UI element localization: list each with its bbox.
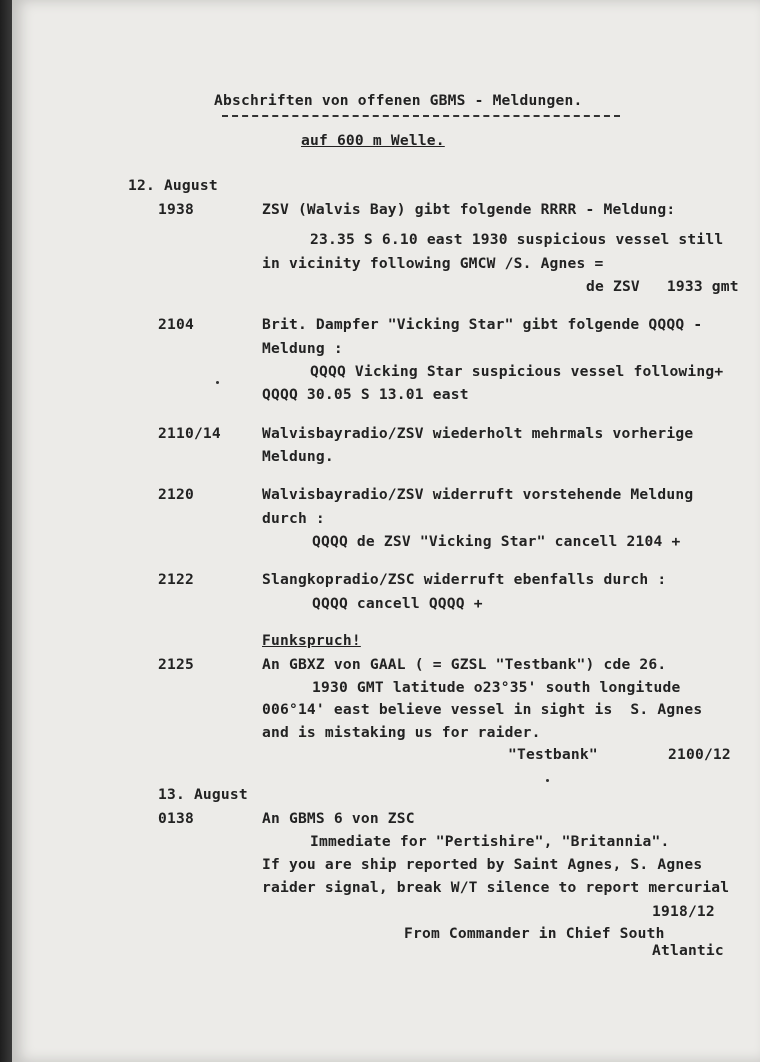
entry-line: 1930 GMT latitude o23°35' south longitude [312, 679, 681, 696]
entry-line: Slangkopradio/ZSC widerruft ebenfalls durch : [262, 571, 667, 588]
entry-line: 23.35 S 6.10 east 1930 suspicious vessel still [310, 231, 724, 248]
document-subtitle: auf 600 m Welle. [301, 132, 445, 149]
entry-line: Walvisbayradio/ZSV wiederholt mehrmals vorherige [262, 425, 694, 442]
entry-line: Atlantic [652, 942, 724, 959]
entry-time: 0138 [158, 810, 194, 827]
entry-line: QQQQ de ZSV "Vicking Star" cancell 2104 + [312, 533, 681, 550]
document-page [12, 0, 760, 1062]
scan-edge [0, 0, 12, 1062]
entry-line: An GBXZ von GAAL ( = GZSL "Testbank") cde 26. [262, 656, 667, 673]
entry-line: QQQQ Vicking Star suspicious vessel following+ [310, 363, 724, 380]
date-heading-aug12: 12. August [128, 177, 218, 194]
entry-line: QQQQ 30.05 S 13.01 east [262, 386, 469, 403]
entry-line: If you are ship reported by Saint Agnes, S. Agnes [262, 856, 703, 873]
entry-line: Walvisbayradio/ZSV widerruft vorstehende Meldung [262, 486, 694, 503]
entry-line: QQQQ cancell QQQQ + [312, 595, 483, 612]
ink-dot [216, 381, 219, 384]
entry-line: "Testbank" [508, 746, 598, 763]
entry-line: durch : [262, 510, 325, 527]
document-title: Abschriften von offenen GBMS - Meldungen. [214, 92, 583, 109]
entry-time: 2104 [158, 316, 194, 333]
entry-line: 1918/12 [652, 903, 715, 920]
entry-line: ZSV (Walvis Bay) gibt folgende RRRR - Meldung: [262, 201, 676, 218]
entry-line: 006°14' east believe vessel in sight is S. Agnes [262, 701, 703, 718]
entry-line: in vicinity following GMCW /S. Agnes = [262, 255, 604, 272]
entry-line: Brit. Dampfer "Vicking Star" gibt folgende QQQQ - [262, 316, 703, 333]
entry-line: 2100/12 [668, 746, 731, 763]
entry-time: 2120 [158, 486, 194, 503]
entry-time: 1938 [158, 201, 194, 218]
entry-line: Meldung. [262, 448, 334, 465]
entry-line: An GBMS 6 von ZSC [262, 810, 415, 827]
date-heading-aug13: 13. August [158, 786, 248, 803]
entry-line: de ZSV 1933 gmt [586, 278, 739, 295]
title-dashed-rule [222, 115, 620, 117]
entry-line: From Commander in Chief South [404, 925, 665, 942]
entry-line: Meldung : [262, 340, 343, 357]
funkspruch-heading: Funkspruch! [262, 632, 361, 649]
entry-line: and is mistaking us for raider. [262, 724, 541, 741]
entry-time: 2122 [158, 571, 194, 588]
ink-dot [546, 779, 549, 782]
entry-time: 2110/14 [158, 425, 221, 442]
entry-time: 2125 [158, 656, 194, 673]
entry-line: raider signal, break W/T silence to report mercurial [262, 879, 730, 896]
entry-line: Immediate for "Pertishire", "Britannia". [310, 833, 670, 850]
